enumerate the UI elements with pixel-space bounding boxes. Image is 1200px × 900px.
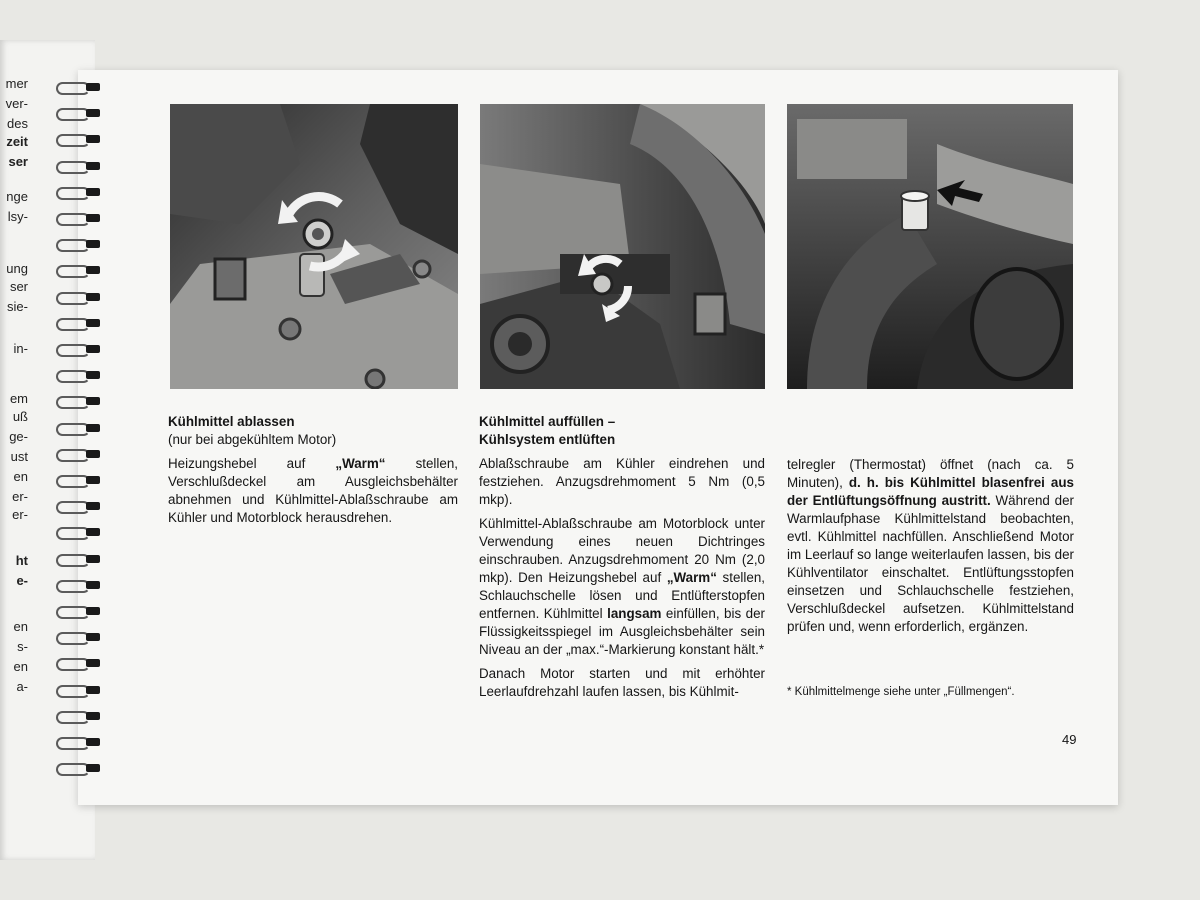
paragraph: Heizungshebel auf „Warm“ stellen, Verschlußdeckel am Ausgleichsbehälter abnehmen und Kühlmittel-Ablaßschraube am Kühler und Motorblock herausdrehen.: [168, 456, 458, 525]
binding-hole: [86, 162, 100, 170]
paragraph: telregler (Thermostat) öffnet (nach ca. 5 Minuten), d. h. bis Kühlmittel blasenfrei aus der Entlüftungsöffnung austritt. Während der Warmlaufphase Kühlmittelstand beobachten, evtl. Kühlmittel nachfüllen. Anschließend Motor im Leerlauf so lange weiterlaufen lassen, bis der Kühlventilator einschaltet. Entlüftungsstopfen einsetzen und Schlauchschelle festziehen, Verschlußdeckel aufsetzen. Kühlmittelstand prüfen und, wenn erforderlich, ergänzen.: [787, 457, 1074, 634]
coil-wire: [56, 239, 90, 252]
section-subheading: (nur bei abgekühltem Motor): [168, 432, 337, 447]
coil-wire: [56, 134, 90, 147]
coil-wire: [56, 108, 90, 121]
previous-page-fragment: lsy-: [7, 209, 28, 224]
binding-hole: [86, 83, 100, 91]
spiral-coil: [52, 106, 104, 120]
section-bleed-continued: [787, 456, 1074, 642]
binding-hole: [86, 188, 100, 196]
previous-page-fragment: mer: [5, 76, 28, 91]
spiral-coil: [52, 80, 104, 94]
spiral-coil: [52, 604, 104, 618]
previous-page-fragment: nge: [6, 189, 28, 204]
spiral-coil: [52, 473, 104, 487]
spiral-coil: [52, 447, 104, 461]
spiral-coil: [52, 132, 104, 146]
coil-wire: [56, 737, 90, 750]
previous-page-fragment: s-: [17, 639, 28, 654]
coil-wire: [56, 449, 90, 462]
previous-page-fragment: er-: [12, 489, 28, 504]
coil-wire: [56, 423, 90, 436]
spiral-coil: [52, 421, 104, 435]
previous-page-fragment: ser: [9, 279, 28, 294]
spiral-coil: [52, 683, 104, 697]
spiral-coil: [52, 342, 104, 356]
page-number: 49: [1062, 732, 1077, 747]
binding-hole: [86, 450, 100, 458]
coil-wire: [56, 344, 90, 357]
previous-page-fragment: em: [9, 391, 28, 406]
binding-hole: [86, 397, 100, 405]
coil-wire: [56, 527, 90, 540]
coil-wire: [56, 606, 90, 619]
spiral-coil: [52, 185, 104, 199]
spiral-coil: [52, 735, 104, 749]
binding-hole: [86, 607, 100, 615]
spiral-coil: [52, 368, 104, 382]
spiral-coil: [52, 237, 104, 251]
previous-page-fragment: ung: [6, 261, 28, 276]
drain-screw-radiator-photo: [480, 104, 765, 389]
coil-wire: [56, 161, 90, 174]
spiral-coil: [52, 159, 104, 173]
previous-page-fragment: en: [13, 469, 28, 484]
footnote: * Kühlmittelmenge siehe unter „Füllmengen“.: [787, 686, 1015, 698]
coil-wire: [56, 632, 90, 645]
binding-hole: [86, 528, 100, 536]
previous-page-fragment: des: [7, 116, 28, 131]
coil-wire: [56, 396, 90, 409]
binding-hole: [86, 581, 100, 589]
paragraph: Kühlmittel-Ablaßschraube am Motorblock unter Verwendung eines neuen Dichtringes einschrauben. Anzugsdrehmoment 20 Nm (2,0 mkp). Den Heizungshebel auf „Warm“ stellen, Schlauchschelle lösen und Entlüfterstopfen entfernen. Kühlmittel langsam einfüllen, bis der Flüssigkeitsspiegel im Ausgleichsbehälter sein Niveau an der „max.“-Markierung konstant hält.*: [479, 516, 766, 657]
previous-page-fragment: er-: [12, 507, 28, 522]
paragraph: Ablaßschraube am Kühler eindrehen und festziehen. Anzugsdrehmoment 5 Nm (0,5 mkp).: [479, 456, 765, 507]
binding-hole: [86, 214, 100, 222]
coil-wire: [56, 265, 90, 278]
coil-wire: [56, 213, 90, 226]
spiral-coil: [52, 394, 104, 408]
spiral-coil: [52, 630, 104, 644]
spiral-binding: [52, 80, 112, 800]
coil-wire: [56, 763, 90, 776]
spiral-coil: [52, 552, 104, 566]
coil-wire: [56, 658, 90, 671]
binding-hole: [86, 659, 100, 667]
previous-page-fragment: ver-: [5, 96, 28, 111]
binding-hole: [86, 764, 100, 772]
spiral-coil: [52, 290, 104, 304]
binding-hole: [86, 240, 100, 248]
spiral-coil: [52, 211, 104, 225]
previous-page-fragment: e-: [16, 573, 28, 588]
coil-wire: [56, 711, 90, 724]
previous-page-fragment: ge-: [9, 429, 28, 444]
binding-hole: [86, 345, 100, 353]
binding-hole: [86, 555, 100, 563]
bleed-plug-hose-photo: [787, 104, 1073, 389]
coil-wire: [56, 318, 90, 331]
section-heading-line2: Kühlsystem entlüften: [479, 432, 616, 447]
binding-hole: [86, 135, 100, 143]
paragraph: Danach Motor starten und mit erhöhter Leerlaufdrehzahl laufen lassen, bis Kühlmit-: [479, 666, 765, 699]
spiral-coil: [52, 316, 104, 330]
coil-wire: [56, 501, 90, 514]
previous-page-fragment: ust: [10, 449, 28, 464]
binding-hole: [86, 476, 100, 484]
spiral-coil: [52, 499, 104, 513]
binding-hole: [86, 502, 100, 510]
binding-hole: [86, 266, 100, 274]
previous-page-fragment: ht: [15, 553, 28, 568]
binding-hole: [86, 109, 100, 117]
binding-hole: [86, 293, 100, 301]
binding-hole: [86, 319, 100, 327]
coil-wire: [56, 580, 90, 593]
drain-plug-motorblock-photo: [170, 104, 458, 389]
previous-page-fragment: en: [13, 619, 28, 634]
section-fill-coolant: [479, 413, 765, 707]
binding-hole: [86, 738, 100, 746]
spiral-coil: [52, 656, 104, 670]
previous-page-fragment: uß: [12, 409, 28, 424]
binding-hole: [86, 712, 100, 720]
previous-page-fragment: sie-: [7, 299, 28, 314]
coil-wire: [56, 187, 90, 200]
binding-hole: [86, 424, 100, 432]
coil-wire: [56, 370, 90, 383]
coil-wire: [56, 82, 90, 95]
coil-wire: [56, 475, 90, 488]
coil-wire: [56, 292, 90, 305]
binding-hole: [86, 686, 100, 694]
spiral-coil: [52, 761, 104, 775]
spiral-coil: [52, 263, 104, 277]
binding-hole: [86, 371, 100, 379]
binding-hole: [86, 633, 100, 641]
previous-page-fragment: a-: [16, 679, 28, 694]
coil-wire: [56, 685, 90, 698]
section-heading: Kühlmittel ablassen: [168, 414, 295, 429]
section-drain-coolant: [168, 413, 458, 533]
spiral-coil: [52, 525, 104, 539]
previous-page-fragment: ser: [8, 154, 28, 169]
spiral-coil: [52, 578, 104, 592]
spiral-coil: [52, 709, 104, 723]
section-heading: Kühlmittel auffüllen –: [479, 414, 616, 429]
coil-wire: [56, 554, 90, 567]
previous-page-fragment: en: [13, 659, 28, 674]
previous-page-fragment: in-: [13, 341, 28, 356]
previous-page-fragment: zeit: [6, 134, 28, 149]
